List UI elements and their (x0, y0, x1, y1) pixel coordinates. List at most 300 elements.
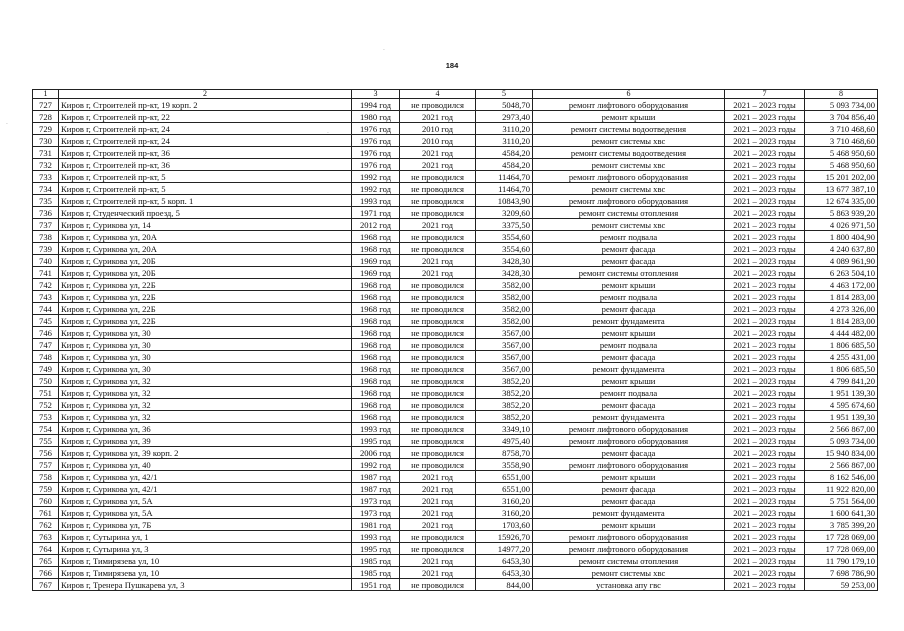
cost-cell: 3 704 856,40 (805, 111, 878, 123)
cost-cell: 2 566 867,00 (805, 459, 878, 471)
row-number-cell: 758 (33, 471, 59, 483)
row-number-cell: 754 (33, 423, 59, 435)
address-cell: Киров г, Сурикова ул, 30 (59, 363, 352, 375)
last-repair-year-cell: 2021 год (400, 567, 476, 579)
address-cell: Киров г, Сурикова ул, 20А (59, 231, 352, 243)
last-repair-year-cell: 2021 год (400, 507, 476, 519)
table-row (33, 303, 878, 315)
repair-type-cell: ремонт фасада (533, 303, 725, 315)
area-cell: 3567,00 (476, 363, 533, 375)
build-year-cell: 1994 год (352, 99, 400, 111)
build-year-cell: 1969 год (352, 267, 400, 279)
address-cell: Киров г, Строителей пр-кт, 24 (59, 135, 352, 147)
build-year-cell: 1992 год (352, 459, 400, 471)
address-cell: Киров г, Сурикова ул, 39 (59, 435, 352, 447)
table-row (33, 483, 878, 495)
period-cell: 2021 – 2023 годы (725, 387, 805, 399)
address-cell: Киров г, Строителей пр-кт, 5 (59, 183, 352, 195)
row-number-cell: 732 (33, 159, 59, 171)
build-year-cell: 1995 год (352, 543, 400, 555)
last-repair-year-cell: не проводился (400, 423, 476, 435)
period-cell: 2021 – 2023 годы (725, 207, 805, 219)
period-cell: 2021 – 2023 годы (725, 255, 805, 267)
period-cell: 2021 – 2023 годы (725, 363, 805, 375)
row-number-cell: 759 (33, 483, 59, 495)
area-cell: 15926,70 (476, 531, 533, 543)
cost-cell: 4 444 482,00 (805, 327, 878, 339)
period-cell: 2021 – 2023 годы (725, 279, 805, 291)
address-cell: Киров г, Сурикова ул, 22Б (59, 315, 352, 327)
repair-type-cell: ремонт лифтового оборудования (533, 171, 725, 183)
address-cell: Киров г, Тимирязева ул, 10 (59, 567, 352, 579)
period-cell: 2021 – 2023 годы (725, 567, 805, 579)
last-repair-year-cell: 2021 год (400, 267, 476, 279)
last-repair-year-cell: не проводился (400, 435, 476, 447)
last-repair-year-cell: не проводился (400, 447, 476, 459)
build-year-cell: 1971 год (352, 207, 400, 219)
period-cell: 2021 – 2023 годы (725, 99, 805, 111)
area-cell: 3554,60 (476, 231, 533, 243)
row-number-cell: 729 (33, 123, 59, 135)
address-cell: Киров г, Сурикова ул, 39 корп. 2 (59, 447, 352, 459)
period-cell: 2021 – 2023 годы (725, 447, 805, 459)
cost-cell: 3 785 399,20 (805, 519, 878, 531)
build-year-cell: 1968 год (352, 303, 400, 315)
cost-cell: 7 698 786,90 (805, 567, 878, 579)
period-cell: 2021 – 2023 годы (725, 291, 805, 303)
last-repair-year-cell: не проводился (400, 231, 476, 243)
row-number-cell: 737 (33, 219, 59, 231)
repair-type-cell: ремонт фундамента (533, 411, 725, 423)
table-row (33, 411, 878, 423)
area-cell: 10843,90 (476, 195, 533, 207)
cost-cell: 1 806 685,50 (805, 339, 878, 351)
address-cell: Киров г, Сурикова ул, 20А (59, 243, 352, 255)
address-cell: Киров г, Строителей пр-кт, 5 корп. 1 (59, 195, 352, 207)
repair-type-cell: ремонт фасада (533, 447, 725, 459)
address-cell: Киров г, Сурикова ул, 32 (59, 387, 352, 399)
address-cell: Киров г, Сурикова ул, 40 (59, 459, 352, 471)
last-repair-year-cell: не проводился (400, 303, 476, 315)
address-cell: Киров г, Строителей пр-кт, 5 (59, 171, 352, 183)
last-repair-year-cell: 2021 год (400, 519, 476, 531)
table-row (33, 231, 878, 243)
table-row (33, 471, 878, 483)
cost-cell: 4 595 674,60 (805, 399, 878, 411)
repair-type-cell: ремонт фундамента (533, 315, 725, 327)
period-cell: 2021 – 2023 годы (725, 339, 805, 351)
table-row (33, 339, 878, 351)
build-year-cell: 1968 год (352, 363, 400, 375)
scan-speck: · (327, 130, 329, 137)
repair-type-cell: ремонт подвала (533, 291, 725, 303)
address-cell: Киров г, Сурикова ул, 5А (59, 495, 352, 507)
last-repair-year-cell: 2021 год (400, 111, 476, 123)
repair-type-cell: ремонт лифтового оборудования (533, 435, 725, 447)
row-number-cell: 740 (33, 255, 59, 267)
table-row (33, 579, 878, 591)
repair-type-cell: ремонт фундамента (533, 363, 725, 375)
cost-cell: 1 806 685,50 (805, 363, 878, 375)
cost-cell: 1 814 283,00 (805, 315, 878, 327)
area-cell: 3852,20 (476, 411, 533, 423)
table-row (33, 555, 878, 567)
area-cell: 6453,30 (476, 567, 533, 579)
table-row (33, 507, 878, 519)
table-row (33, 351, 878, 363)
period-cell: 2021 – 2023 годы (725, 543, 805, 555)
last-repair-year-cell: не проводился (400, 351, 476, 363)
table-row (33, 207, 878, 219)
last-repair-year-cell: не проводился (400, 183, 476, 195)
address-cell: Киров г, Сурикова ул, 22Б (59, 291, 352, 303)
cost-cell: 5 093 734,00 (805, 99, 878, 111)
row-number-cell: 745 (33, 315, 59, 327)
address-cell: Киров г, Строителей пр-кт, 22 (59, 111, 352, 123)
cost-cell: 12 674 335,00 (805, 195, 878, 207)
last-repair-year-cell: 2021 год (400, 255, 476, 267)
column-number-header: 1 (33, 90, 59, 99)
cost-cell: 4 273 326,00 (805, 303, 878, 315)
area-cell: 3349,10 (476, 423, 533, 435)
area-cell: 3110,20 (476, 135, 533, 147)
repair-type-cell: ремонт подвала (533, 339, 725, 351)
table-row (33, 99, 878, 111)
repair-type-cell: ремонт подвала (533, 231, 725, 243)
cost-cell: 1 951 139,30 (805, 411, 878, 423)
table-row (33, 327, 878, 339)
column-number-header: 6 (533, 90, 725, 99)
last-repair-year-cell: не проводился (400, 195, 476, 207)
row-number-cell: 755 (33, 435, 59, 447)
table-row (33, 183, 878, 195)
repair-type-cell: ремонт фасада (533, 495, 725, 507)
repair-type-cell: ремонт крыши (533, 471, 725, 483)
row-number-cell: 743 (33, 291, 59, 303)
address-cell: Киров г, Сурикова ул, 7Б (59, 519, 352, 531)
repair-type-cell: ремонт системы хвс (533, 567, 725, 579)
last-repair-year-cell: не проводился (400, 399, 476, 411)
repair-type-cell: ремонт системы отопления (533, 555, 725, 567)
cost-cell: 1 814 283,00 (805, 291, 878, 303)
repair-type-cell: ремонт крыши (533, 279, 725, 291)
address-cell: Киров г, Сутырина ул, 3 (59, 543, 352, 555)
area-cell: 3582,00 (476, 315, 533, 327)
cost-cell: 4 799 841,20 (805, 375, 878, 387)
build-year-cell: 1969 год (352, 255, 400, 267)
repair-type-cell: ремонт системы хвс (533, 219, 725, 231)
area-cell: 3375,50 (476, 219, 533, 231)
area-cell: 14977,20 (476, 543, 533, 555)
build-year-cell: 1951 год (352, 579, 400, 591)
row-number-cell: 757 (33, 459, 59, 471)
cost-cell: 4 240 637,80 (805, 243, 878, 255)
repair-type-cell: ремонт фасада (533, 399, 725, 411)
row-number-cell: 767 (33, 579, 59, 591)
column-number-header: 5 (476, 90, 533, 99)
period-cell: 2021 – 2023 годы (725, 231, 805, 243)
cost-cell: 5 468 950,60 (805, 159, 878, 171)
last-repair-year-cell: не проводился (400, 327, 476, 339)
address-cell: Киров г, Студенческий проезд, 5 (59, 207, 352, 219)
period-cell: 2021 – 2023 годы (725, 375, 805, 387)
repair-type-cell: ремонт фасада (533, 243, 725, 255)
area-cell: 3582,00 (476, 291, 533, 303)
last-repair-year-cell: не проводился (400, 411, 476, 423)
table-row (33, 279, 878, 291)
period-cell: 2021 – 2023 годы (725, 531, 805, 543)
cost-cell: 1 951 139,30 (805, 387, 878, 399)
build-year-cell: 1968 год (352, 339, 400, 351)
build-year-cell: 1968 год (352, 327, 400, 339)
repair-type-cell: ремонт лифтового оборудования (533, 459, 725, 471)
table-row (33, 375, 878, 387)
table-row (33, 543, 878, 555)
area-cell: 3567,00 (476, 327, 533, 339)
table-row (33, 447, 878, 459)
repair-type-cell: ремонт крыши (533, 519, 725, 531)
last-repair-year-cell: не проводился (400, 387, 476, 399)
address-cell: Киров г, Сурикова ул, 32 (59, 411, 352, 423)
repair-type-cell: ремонт крыши (533, 111, 725, 123)
period-cell: 2021 – 2023 годы (725, 459, 805, 471)
row-number-cell: 731 (33, 147, 59, 159)
area-cell: 5048,70 (476, 99, 533, 111)
repair-type-cell: ремонт лифтового оборудования (533, 195, 725, 207)
cost-cell: 5 863 939,20 (805, 207, 878, 219)
period-cell: 2021 – 2023 годы (725, 303, 805, 315)
build-year-cell: 1992 год (352, 171, 400, 183)
address-cell: Киров г, Сутырина ул, 1 (59, 531, 352, 543)
repair-type-cell: ремонт фасада (533, 255, 725, 267)
area-cell: 3160,20 (476, 507, 533, 519)
repair-type-cell: ремонт системы отопления (533, 267, 725, 279)
period-cell: 2021 – 2023 годы (725, 579, 805, 591)
cost-cell: 15 940 834,00 (805, 447, 878, 459)
area-cell: 3554,60 (476, 243, 533, 255)
address-cell: Киров г, Строителей пр-кт, 36 (59, 147, 352, 159)
last-repair-year-cell: не проводился (400, 171, 476, 183)
build-year-cell: 1968 год (352, 375, 400, 387)
table-row (33, 123, 878, 135)
table-row (33, 315, 878, 327)
period-cell: 2021 – 2023 годы (725, 327, 805, 339)
build-year-cell: 1976 год (352, 159, 400, 171)
row-number-cell: 761 (33, 507, 59, 519)
period-cell: 2021 – 2023 годы (725, 123, 805, 135)
build-year-cell: 1968 год (352, 291, 400, 303)
build-year-cell: 1980 год (352, 111, 400, 123)
last-repair-year-cell: не проводился (400, 291, 476, 303)
cost-cell: 11 922 820,00 (805, 483, 878, 495)
column-number-header: 8 (805, 90, 878, 99)
table-row (33, 531, 878, 543)
repair-type-cell: ремонт лифтового оборудования (533, 531, 725, 543)
build-year-cell: 1993 год (352, 531, 400, 543)
area-cell: 11464,70 (476, 183, 533, 195)
table-row (33, 435, 878, 447)
area-cell: 3852,20 (476, 387, 533, 399)
build-year-cell: 1976 год (352, 135, 400, 147)
table-row (33, 171, 878, 183)
repair-type-cell: ремонт системы водоотведения (533, 147, 725, 159)
area-cell: 2973,40 (476, 111, 533, 123)
table-row (33, 291, 878, 303)
cost-cell: 4 463 172,00 (805, 279, 878, 291)
repair-type-cell: ремонт лифтового оборудования (533, 99, 725, 111)
row-number-cell: 738 (33, 231, 59, 243)
build-year-cell: 1981 год (352, 519, 400, 531)
table-row (33, 399, 878, 411)
build-year-cell: 1968 год (352, 411, 400, 423)
cost-cell: 4 026 971,50 (805, 219, 878, 231)
build-year-cell: 1993 год (352, 195, 400, 207)
table-row (33, 567, 878, 579)
row-number-cell: 742 (33, 279, 59, 291)
table-row (33, 423, 878, 435)
table-row (33, 147, 878, 159)
cost-cell: 3 710 468,60 (805, 123, 878, 135)
last-repair-year-cell: не проводился (400, 339, 476, 351)
cost-cell: 8 162 546,00 (805, 471, 878, 483)
last-repair-year-cell: 2021 год (400, 555, 476, 567)
address-cell: Киров г, Сурикова ул, 22Б (59, 303, 352, 315)
area-cell: 3110,20 (476, 123, 533, 135)
build-year-cell: 1987 год (352, 471, 400, 483)
row-number-cell: 741 (33, 267, 59, 279)
cost-cell: 5 468 950,60 (805, 147, 878, 159)
address-cell: Киров г, Сурикова ул, 30 (59, 339, 352, 351)
period-cell: 2021 – 2023 годы (725, 315, 805, 327)
address-cell: Киров г, Строителей пр-кт, 36 (59, 159, 352, 171)
cost-cell: 13 677 387,10 (805, 183, 878, 195)
page-number: 184 (445, 61, 459, 70)
cost-cell: 3 710 468,60 (805, 135, 878, 147)
period-cell: 2021 – 2023 годы (725, 471, 805, 483)
build-year-cell: 1973 год (352, 507, 400, 519)
row-number-cell: 752 (33, 399, 59, 411)
repair-type-cell: ремонт крыши (533, 375, 725, 387)
last-repair-year-cell: 2021 год (400, 495, 476, 507)
last-repair-year-cell: 2021 год (400, 471, 476, 483)
repair-type-cell: ремонт лифтового оборудования (533, 423, 725, 435)
address-cell: Киров г, Сурикова ул, 30 (59, 327, 352, 339)
build-year-cell: 2006 год (352, 447, 400, 459)
address-cell: Киров г, Тимирязева ул, 10 (59, 555, 352, 567)
period-cell: 2021 – 2023 годы (725, 435, 805, 447)
area-cell: 11464,70 (476, 171, 533, 183)
scan-speck: · (383, 47, 385, 54)
row-number-cell: 766 (33, 567, 59, 579)
cost-cell: 11 790 179,10 (805, 555, 878, 567)
header-row (33, 90, 878, 99)
period-cell: 2021 – 2023 годы (725, 483, 805, 495)
row-number-cell: 748 (33, 351, 59, 363)
period-cell: 2021 – 2023 годы (725, 399, 805, 411)
build-year-cell: 1968 год (352, 387, 400, 399)
period-cell: 2021 – 2023 годы (725, 147, 805, 159)
table-row (33, 219, 878, 231)
repair-type-cell: ремонт системы хвс (533, 135, 725, 147)
row-number-cell: 751 (33, 387, 59, 399)
period-cell: 2021 – 2023 годы (725, 135, 805, 147)
area-cell: 6551,00 (476, 471, 533, 483)
period-cell: 2021 – 2023 годы (725, 243, 805, 255)
cost-cell: 15 201 202,00 (805, 171, 878, 183)
last-repair-year-cell: 2021 год (400, 147, 476, 159)
period-cell: 2021 – 2023 годы (725, 111, 805, 123)
last-repair-year-cell: не проводился (400, 243, 476, 255)
repair-schedule-table (32, 89, 878, 591)
row-number-cell: 735 (33, 195, 59, 207)
row-number-cell: 727 (33, 99, 59, 111)
cost-cell: 1 600 641,30 (805, 507, 878, 519)
row-number-cell: 762 (33, 519, 59, 531)
period-cell: 2021 – 2023 годы (725, 171, 805, 183)
row-number-cell: 736 (33, 207, 59, 219)
period-cell: 2021 – 2023 годы (725, 183, 805, 195)
table-row (33, 267, 878, 279)
build-year-cell: 1973 год (352, 495, 400, 507)
row-number-cell: 747 (33, 339, 59, 351)
address-cell: Киров г, Сурикова ул, 42/1 (59, 483, 352, 495)
period-cell: 2021 – 2023 годы (725, 495, 805, 507)
repair-type-cell: ремонт системы хвс (533, 183, 725, 195)
cost-cell: 6 263 504,10 (805, 267, 878, 279)
area-cell: 4584,20 (476, 159, 533, 171)
address-cell: Киров г, Сурикова ул, 42/1 (59, 471, 352, 483)
address-cell: Киров г, Сурикова ул, 20Б (59, 267, 352, 279)
build-year-cell: 1976 год (352, 147, 400, 159)
row-number-cell: 756 (33, 447, 59, 459)
build-year-cell: 1968 год (352, 399, 400, 411)
repair-type-cell: ремонт фасада (533, 483, 725, 495)
area-cell: 3428,30 (476, 255, 533, 267)
period-cell: 2021 – 2023 годы (725, 351, 805, 363)
area-cell: 4584,20 (476, 147, 533, 159)
period-cell: 2021 – 2023 годы (725, 507, 805, 519)
period-cell: 2021 – 2023 годы (725, 411, 805, 423)
area-cell: 3567,00 (476, 351, 533, 363)
last-repair-year-cell: не проводился (400, 315, 476, 327)
area-cell: 1703,60 (476, 519, 533, 531)
last-repair-year-cell: 2010 год (400, 123, 476, 135)
repair-type-cell: ремонт фасада (533, 351, 725, 363)
build-year-cell: 1968 год (352, 279, 400, 291)
repair-type-cell: ремонт подвала (533, 387, 725, 399)
column-number-header: 2 (59, 90, 352, 99)
cost-cell: 5 751 564,00 (805, 495, 878, 507)
area-cell: 3428,30 (476, 267, 533, 279)
period-cell: 2021 – 2023 годы (725, 423, 805, 435)
area-cell: 3160,20 (476, 495, 533, 507)
row-number-cell: 746 (33, 327, 59, 339)
area-cell: 844,00 (476, 579, 533, 591)
period-cell: 2021 – 2023 годы (725, 519, 805, 531)
cost-cell: 59 253,00 (805, 579, 878, 591)
address-cell: Киров г, Строителей пр-кт, 19 корп. 2 (59, 99, 352, 111)
column-number-header: 3 (352, 90, 400, 99)
area-cell: 3558,90 (476, 459, 533, 471)
row-number-cell: 744 (33, 303, 59, 315)
column-number-header: 4 (400, 90, 476, 99)
period-cell: 2021 – 2023 годы (725, 219, 805, 231)
build-year-cell: 1985 год (352, 555, 400, 567)
table-row (33, 495, 878, 507)
table-row (33, 243, 878, 255)
build-year-cell: 1968 год (352, 351, 400, 363)
row-number-cell: 763 (33, 531, 59, 543)
